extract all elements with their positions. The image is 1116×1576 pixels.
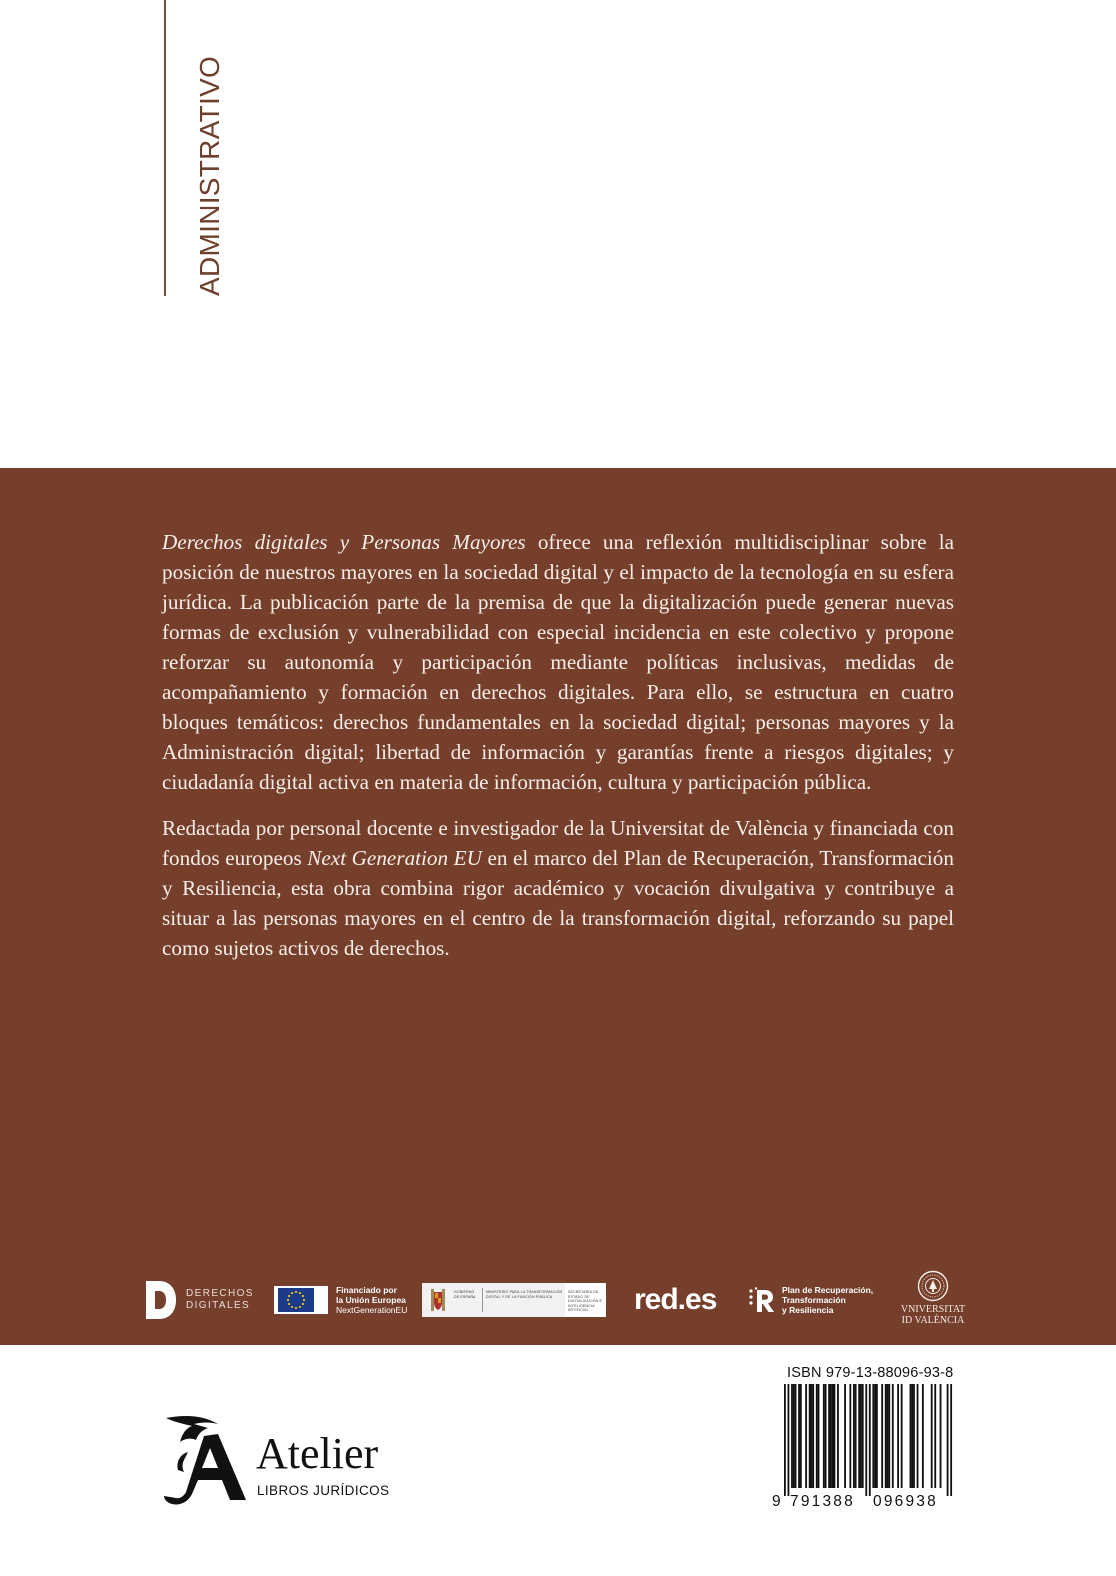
- barcode-bar: [869, 1384, 871, 1496]
- barcode-bar: [805, 1384, 807, 1488]
- eu-flag-icon: [274, 1286, 328, 1314]
- barcode-bar: [837, 1384, 839, 1488]
- barcode-bar: [911, 1384, 913, 1488]
- derechos-digitales-logo: [144, 1268, 254, 1332]
- plan-recuperacion-text: [782, 1285, 873, 1315]
- barcode-digits-left: 791388: [790, 1493, 855, 1510]
- gobierno-divider: [482, 1288, 483, 1312]
- barcode-bar: [811, 1384, 813, 1488]
- barcode-bar: [865, 1384, 867, 1496]
- publisher-name: Atelier: [256, 1429, 379, 1478]
- barcode-bar: [834, 1384, 836, 1488]
- synopsis-paragraph-1: [162, 527, 954, 797]
- red-es-logo: red.es: [634, 1283, 717, 1316]
- barcode-bar: [874, 1384, 876, 1488]
- barcode-bar: [913, 1384, 915, 1488]
- synopsis: [162, 527, 954, 963]
- derechos-digitales-line2: DIGITALES: [186, 1300, 251, 1311]
- synopsis-text-2a: Redactada por personal docente e investigador de la Universitat de València y financiada con fondos europeos: [162, 816, 954, 870]
- barcode-bar: [788, 1384, 790, 1496]
- barcode-bar: [872, 1384, 874, 1488]
- barcode-bar: [849, 1384, 851, 1488]
- barcode-bar: [876, 1384, 878, 1488]
- barcode-bar: [828, 1384, 830, 1488]
- prtr-r-logo-icon: [748, 1286, 776, 1314]
- barcode-bar: [910, 1384, 912, 1488]
- barcode-bar: [917, 1384, 919, 1488]
- barcode-bar: [791, 1384, 793, 1488]
- gobierno-label: GOBIERNO DE ESPAÑA: [454, 1290, 476, 1299]
- book-title: Derechos digitales y Personas Mayores: [162, 530, 526, 554]
- barcode-bar: [860, 1384, 862, 1488]
- barcode-bar: [816, 1384, 818, 1488]
- side-rule: [164, 0, 166, 296]
- eu-funding-text: [336, 1285, 407, 1315]
- barcode-bar: [800, 1384, 802, 1488]
- barcode-bar: [887, 1384, 889, 1488]
- atelier-a-logo-icon: [158, 1412, 254, 1508]
- prtr-line3: y Resiliencia: [782, 1305, 834, 1315]
- barcode-bar: [897, 1384, 899, 1488]
- university-seal-icon: [917, 1270, 949, 1302]
- isbn-label: ISBN 979-13-88096-93-8: [787, 1365, 954, 1381]
- barcode-bar: [901, 1384, 903, 1488]
- secretaria-label: SECRETARÍA DE ESTADO DE DIGITALIZACIÓN E INTELIGENCIA ARTIFICIAL: [568, 1290, 603, 1312]
- barcode-bar: [823, 1384, 825, 1488]
- barcode-bar: [832, 1384, 834, 1488]
- barcode-bar: [809, 1384, 811, 1488]
- universitat-valencia-logo: [896, 1268, 970, 1334]
- barcode-bar: [855, 1384, 857, 1488]
- barcode-bar: [888, 1384, 890, 1488]
- barcode-bar: [853, 1384, 855, 1488]
- barcode-bar: [940, 1384, 942, 1488]
- barcode-bar: [947, 1384, 949, 1496]
- eu-funding-line1: Financiado por: [336, 1285, 397, 1295]
- barcode-bar: [881, 1384, 883, 1488]
- publisher-subtitle: LIBROS JURÍDICOS: [257, 1483, 390, 1498]
- uv-line2: ID VALÈNCIA: [901, 1315, 965, 1326]
- barcode-bar: [950, 1384, 952, 1496]
- publisher-logo: [158, 1412, 408, 1512]
- category-label: ADMINISTRATIVO: [194, 55, 225, 296]
- isbn-barcode: [776, 1384, 956, 1496]
- barcode-bar: [825, 1384, 827, 1488]
- uv-line1: VNIVERSITAT: [900, 1304, 966, 1315]
- gobierno-ministerio-logo: [422, 1268, 606, 1332]
- barcode-bar: [862, 1384, 864, 1488]
- ministerio-label: MINISTERIO PARA LA TRANSFORMACIÓN DIGITAL Y DE LA FUNCIÓN PÚBLICA: [486, 1290, 563, 1299]
- letter-d-logo-icon: [144, 1279, 178, 1321]
- barcode-bar: [818, 1384, 820, 1488]
- barcode-bar: [793, 1384, 795, 1488]
- synopsis-text-1: ofrece una reflexión multidisciplinar sobre la posición de nuestros mayores en la sociedad digital y el impacto de la tecnología en su esfera jurídica. La publicación parte de la premisa de que la digitalización puede generar nuevas formas de exclusión y vulnerabilidad con especial incidencia en este colectivo y propone reforzar su autonomía y participación mediante políticas inclusivas, medidas de acompañamiento y formación en derechos digitales. Para ello, se estructura en cuatro bloques temáticos: derechos fundamentales en la sociedad digital; personas mayores y la Administración digital; libertad de información y garantías frente a riesgos digitales; y ciudadanía digital activa en materia de información, cultura y participación pública.: [162, 530, 955, 794]
- barcode-digit-first: 9: [772, 1493, 783, 1510]
- universitat-valencia-wordmark: [901, 1304, 965, 1326]
- barcode-bar: [795, 1384, 797, 1488]
- eu-funding-line3: NextGenerationEU: [336, 1305, 408, 1315]
- barcode-bars: [776, 1384, 956, 1496]
- barcode-bar: [931, 1384, 933, 1488]
- eu-funding-line2: la Unión Europea: [336, 1295, 406, 1305]
- coat-of-arms-icon: [428, 1287, 448, 1313]
- barcode-bar: [892, 1384, 894, 1488]
- program-name: Next Generation EU: [307, 846, 482, 870]
- barcode-bar: [934, 1384, 936, 1488]
- barcode-bar: [922, 1384, 924, 1488]
- plan-recuperacion-logo: [748, 1268, 873, 1332]
- barcode-bar: [858, 1384, 860, 1488]
- barcode-bar: [844, 1384, 846, 1488]
- barcode-bar: [798, 1384, 800, 1488]
- barcode-bar: [784, 1384, 786, 1496]
- barcode-bar: [830, 1384, 832, 1488]
- barcode-bar: [812, 1384, 814, 1488]
- gobierno-banner: [422, 1283, 606, 1317]
- synopsis-paragraph-2: [162, 813, 954, 963]
- prtr-line2: Transformación: [782, 1295, 846, 1305]
- derechos-digitales-line1: DERECHOS: [186, 1288, 254, 1299]
- barcode-digits-right: 096938: [873, 1493, 938, 1510]
- synopsis-text-2b: en el marco del Plan de Recuperación, Transformación y Resiliencia, esta obra combina rigor académico y vocación divulgativa y contribuye a situar a las personas mayores en el centro de la transformación digital, reforzando su papel como sujetos activos de derechos.: [162, 846, 954, 960]
- derechos-digitales-wordmark: [186, 1288, 254, 1312]
- prtr-line1: Plan de Recuperación,: [782, 1285, 874, 1295]
- funder-logos: [140, 1268, 980, 1332]
- barcode-bar: [885, 1384, 887, 1488]
- eu-funding-logo: [274, 1268, 407, 1332]
